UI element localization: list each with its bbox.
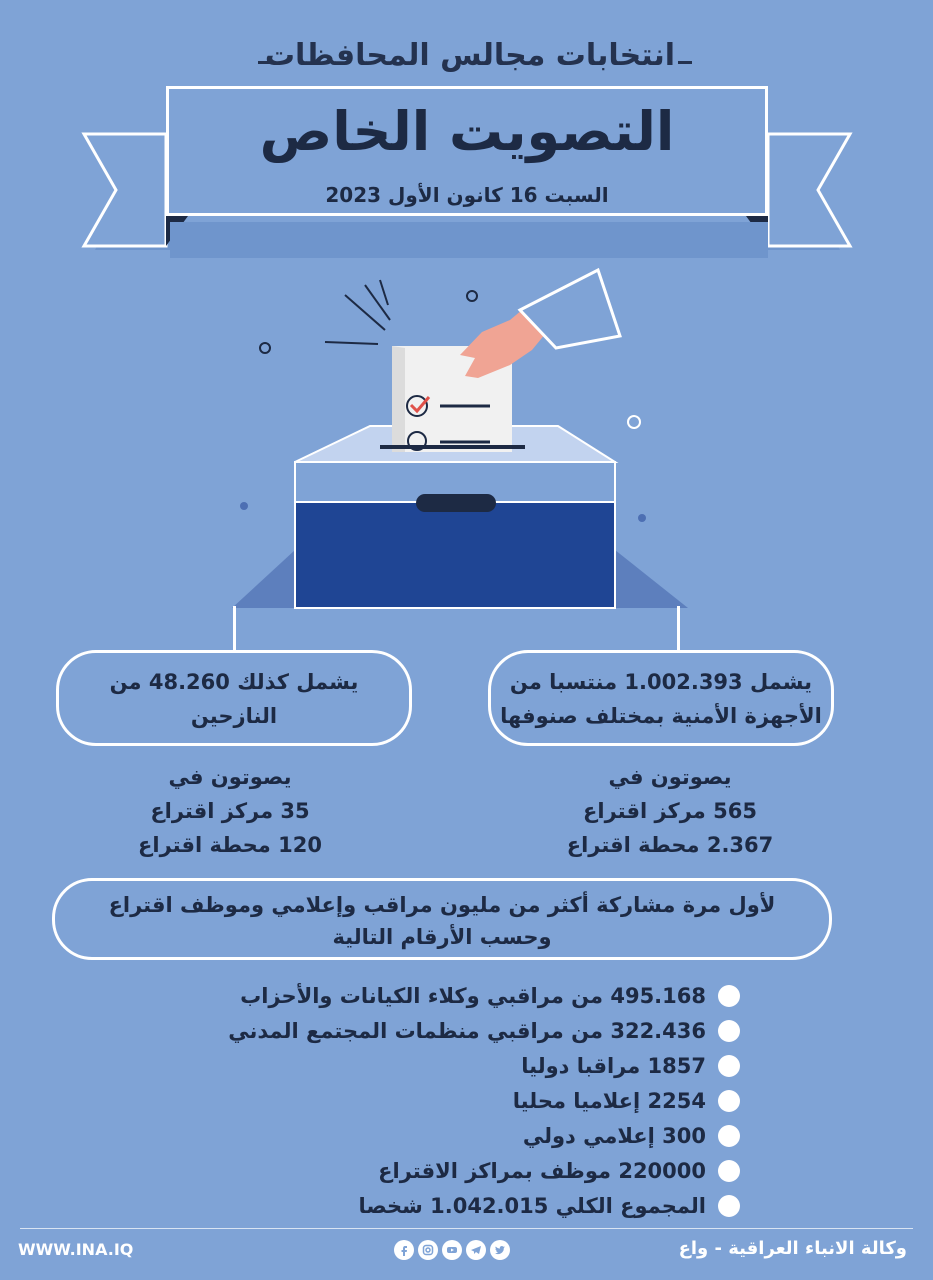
banner-shadow (170, 222, 768, 258)
list-item: 220000 موظف بمراكز الاقتراع (200, 1153, 740, 1188)
security-stats (540, 760, 800, 862)
twitter-icon[interactable] (490, 1240, 510, 1260)
facebook-icon[interactable] (394, 1240, 414, 1260)
observers-info-box (52, 878, 832, 960)
observers-line2: وحسب الأرقام التالية (332, 925, 552, 949)
security-info-box (488, 650, 834, 746)
displaced-line2: النازحين (190, 704, 278, 728)
bullet-icon (718, 985, 740, 1007)
observers-line1: لأول مرة مشاركة أكثر من مليون مراقب وإعلامي وموظف اقتراع (108, 893, 776, 917)
bullet-icon (718, 1195, 740, 1217)
bullet-icon (718, 1125, 740, 1147)
displaced-stations: 120 محطة اقتراع (138, 833, 322, 857)
spark-lines-icon (325, 280, 390, 344)
date-text: السبت 16 كانون الأول 2023 (325, 183, 609, 207)
security-centers: 565 مركز اقتراع (583, 799, 757, 823)
youtube-icon[interactable] (442, 1240, 462, 1260)
bullet-icon (718, 1055, 740, 1077)
instagram-icon[interactable] (418, 1240, 438, 1260)
security-line1: يشمل 1.002.393 منتسبا من (509, 670, 813, 694)
telegram-icon[interactable] (466, 1240, 486, 1260)
agency-name: وكالة الانباء العراقية - واع (678, 1238, 907, 1259)
bullet-icon (718, 1090, 740, 1112)
security-intro: يصوتون في (608, 765, 732, 789)
list-item: المجموع الكلي 1.042.015 شخصا (200, 1188, 740, 1223)
website-link[interactable]: WWW.INA.IQ (18, 1240, 134, 1259)
displaced-intro: يصوتون في (168, 765, 292, 789)
list-item: 495.168 من مراقبي وكلاء الكيانات والأحزاب (200, 978, 740, 1013)
security-stations: 2.367 محطة اقتراع (566, 833, 774, 857)
ballot-box-illustration (220, 260, 700, 620)
list-item: 322.436 من مراقبي منظمات المجتمع المدني (200, 1013, 740, 1048)
displaced-line1: يشمل كذلك 48.260 من (109, 670, 359, 694)
list-item: 2254 إعلاميا محليا (200, 1083, 740, 1118)
main-title: التصويت الخاص (259, 100, 675, 163)
bullet-icon (718, 1020, 740, 1042)
footer-divider (20, 1228, 913, 1229)
bullet-icon (718, 1160, 740, 1182)
displaced-stats (110, 760, 350, 862)
social-icons (394, 1240, 510, 1260)
displaced-info-box (56, 650, 412, 746)
list-item: 300 إعلامي دولي (200, 1118, 740, 1153)
security-line2: الأجهزة الأمنية بمختلف صنوفها (500, 704, 822, 728)
super-title: انتخابات مجالس المحافظات (264, 38, 676, 73)
observer-list (200, 978, 740, 1223)
list-item: 1857 مراقبا دوليا (200, 1048, 740, 1083)
displaced-centers: 35 مركز اقتراع (150, 799, 310, 823)
